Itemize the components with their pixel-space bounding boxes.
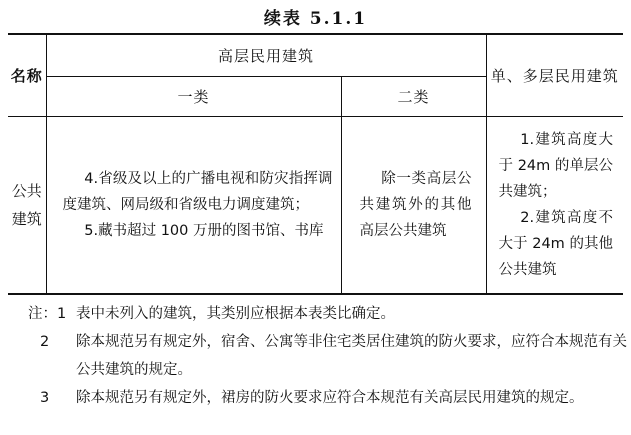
row-name-line1: 公共 <box>11 181 42 200</box>
row-name-cell <box>8 116 46 294</box>
single-multi-cell <box>486 116 623 294</box>
header-class-one: 一类 <box>177 87 210 106</box>
header-name: 名称 <box>10 66 43 85</box>
header-name-cell <box>8 34 46 116</box>
notes-prefix: 注： <box>28 306 57 322</box>
class-one-cell <box>46 116 341 294</box>
note-item <box>28 384 628 412</box>
note-number: 3 <box>40 390 50 406</box>
table-title: 续表 5.1.1 <box>263 9 368 29</box>
note-text: 表中未列入的建筑，其类别应根据本表类比确定。 <box>76 306 395 322</box>
header-high-rise-cell <box>46 34 486 76</box>
header-single-multi-cell <box>486 34 623 116</box>
header-class-two: 二类 <box>397 87 430 106</box>
header-high-rise: 高层民用建筑 <box>218 46 315 65</box>
class-two-text: 除一类高层公共建筑外的其他高层公共建筑 <box>359 170 472 239</box>
building-classification-table <box>8 33 623 295</box>
single-multi-item: 1.建筑高度大于 24m 的单层公共建筑； <box>498 131 614 200</box>
row-name-line2: 建筑 <box>11 209 42 228</box>
class-one-item: 4.省级及以上的广播电视和防灾指挥调度建筑、网局级和省级电力调度建筑； <box>62 170 333 213</box>
header-class-one-cell <box>46 76 341 116</box>
class-one-item: 5.藏书超过 100 万册的图书馆、书库 <box>84 222 324 239</box>
header-single-multi: 单、多层民用建筑 <box>490 66 619 85</box>
class-two-cell <box>341 116 486 294</box>
note-item <box>28 328 628 384</box>
single-multi-item: 2.建筑高度不大于 24m 的其他公共建筑 <box>498 209 614 278</box>
note-number: 1 <box>57 306 67 322</box>
note-text: 除本规范另有规定外，宿舍、公寓等非住宅类居住建筑的防火要求，应符合本规范有关公共建筑的规定。 <box>76 334 627 378</box>
note-number: 2 <box>40 334 50 350</box>
note-text: 除本规范另有规定外，裙房的防火要求应符合本规范有关高层民用建筑的规定。 <box>76 390 584 406</box>
header-class-two-cell <box>341 76 486 116</box>
note-item <box>28 300 628 328</box>
header-row-top <box>8 34 623 76</box>
public-building-row <box>8 116 623 294</box>
notes-section <box>28 300 628 412</box>
